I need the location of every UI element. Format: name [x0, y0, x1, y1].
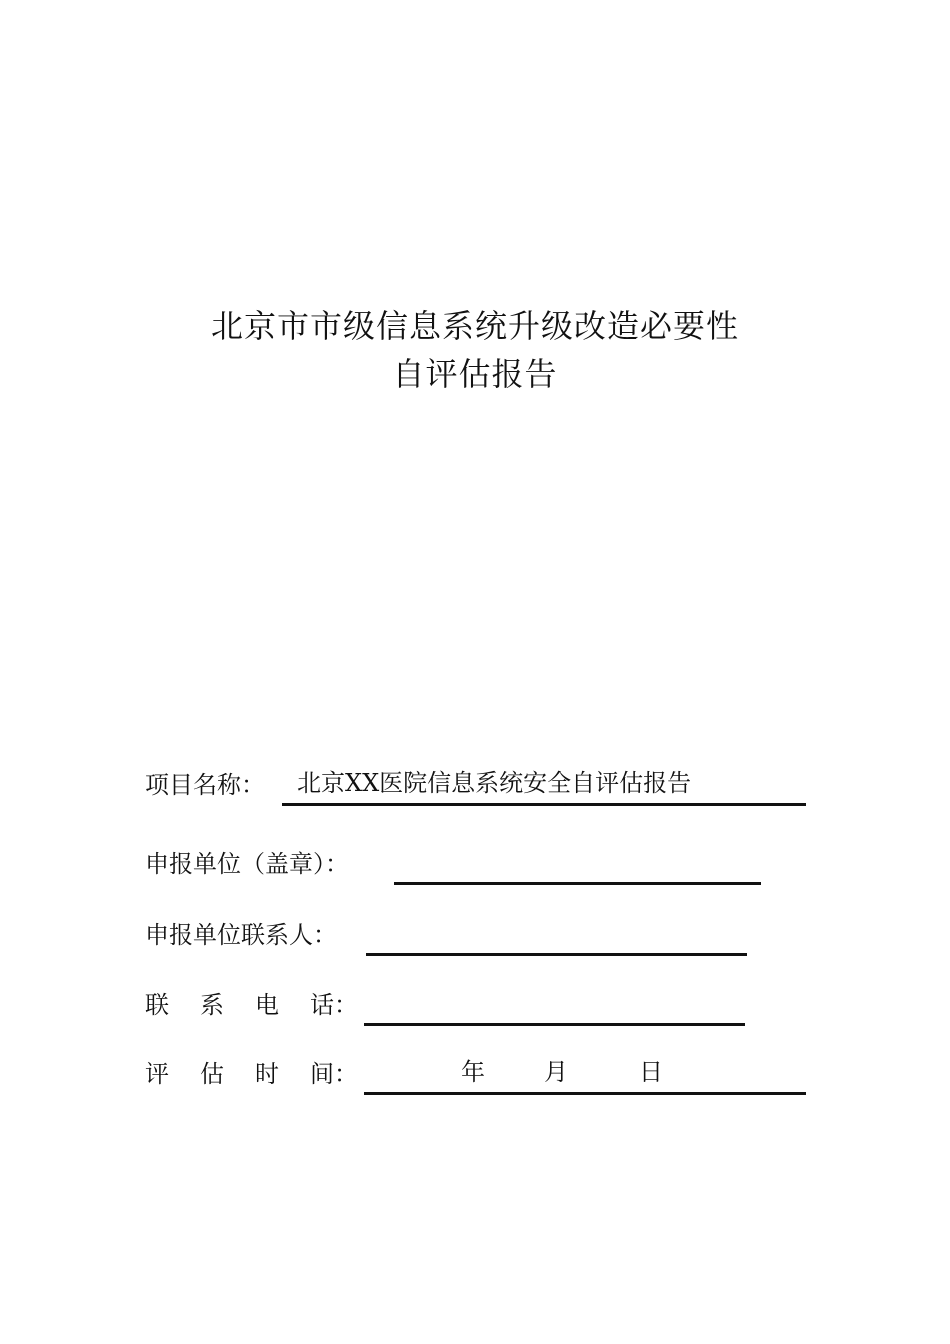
- contact-person-underline[interactable]: [366, 953, 747, 956]
- applicant-unit-label: 申报单位（盖章）：: [145, 850, 349, 878]
- year-label: 年: [461, 1058, 485, 1086]
- phone-label-char-1: 联: [145, 991, 169, 1019]
- project-name-field: [145, 766, 810, 806]
- applicant-unit-underline[interactable]: [394, 882, 761, 885]
- day-label: 日: [639, 1058, 663, 1086]
- phone-label-char-4: 话：: [310, 991, 358, 1019]
- phone-underline[interactable]: [364, 1023, 745, 1026]
- assessment-time-underline[interactable]: [364, 1092, 806, 1095]
- assessment-time-field: [145, 1055, 810, 1095]
- project-name-value[interactable]: 北京XX医院信息系统安全自评估报告: [297, 769, 692, 797]
- applicant-unit-field: [145, 845, 765, 885]
- project-name-label: 项目名称：: [145, 771, 265, 799]
- month-label: 月: [544, 1058, 568, 1086]
- phone-field: [145, 986, 750, 1026]
- contact-person-field: [145, 916, 750, 956]
- contact-person-label: 申报单位联系人：: [145, 921, 337, 949]
- time-label-char-3: 时: [255, 1060, 279, 1088]
- time-label-char-1: 评: [145, 1060, 169, 1088]
- phone-label-char-2: 系: [200, 991, 224, 1019]
- title-line-2: 自评估报告: [392, 355, 558, 393]
- title-line-1: 北京市市级信息系统升级改造必要性: [210, 307, 739, 345]
- phone-label-char-3: 电: [255, 991, 279, 1019]
- time-label-char-2: 估: [200, 1060, 224, 1088]
- time-label-char-4: 间：: [310, 1060, 358, 1088]
- project-name-underline: [282, 803, 806, 806]
- assessment-time-label: [145, 1059, 358, 1089]
- document-title: [0, 302, 950, 398]
- phone-label: [145, 990, 358, 1020]
